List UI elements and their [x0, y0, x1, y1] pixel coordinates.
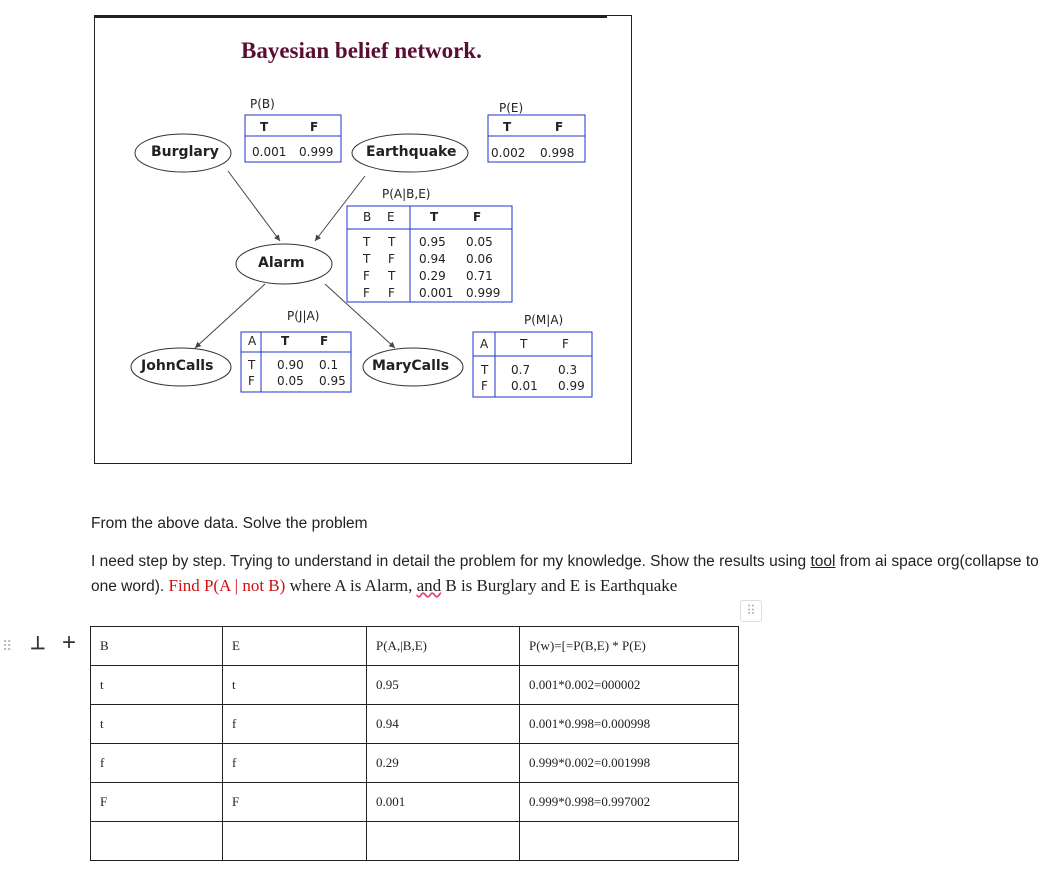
cpt-m-col-t: 0.7 0.01: [511, 363, 538, 393]
header-b[interactable]: B: [91, 627, 223, 666]
cpt-m-header-a: A: [480, 337, 489, 351]
cell-e[interactable]: [223, 822, 367, 861]
cpt-j-col-t: 0.90 0.05: [277, 358, 304, 388]
probability-table: [90, 626, 739, 861]
cell-p-w[interactable]: 0.001*0.002=000002: [520, 666, 739, 705]
figure-title: Bayesian belief network.: [241, 38, 482, 63]
cpt-e-value-t: 0.002: [491, 146, 526, 160]
cell-e[interactable]: f: [223, 705, 367, 744]
cell-p-a[interactable]: [367, 822, 520, 861]
cpt-e-header-f: F: [555, 120, 564, 134]
cpt-a-header-f: F: [473, 210, 482, 224]
table-row: [91, 666, 739, 705]
cell-p-w[interactable]: [520, 822, 739, 861]
cell-e[interactable]: t: [223, 666, 367, 705]
cpt-a-col-t: 0.95 0.94 0.29 0.001: [419, 235, 454, 300]
cpt-e-label: P(E): [499, 101, 524, 115]
problem-intro-text: From the above data. Solve the problem: [91, 515, 368, 532]
table-row: [91, 744, 739, 783]
table-row: [91, 783, 739, 822]
edge-burglary-alarm: [228, 171, 280, 241]
cpt-m-label: P(M|A): [524, 313, 564, 327]
cpt-b-label: P(B): [250, 97, 275, 111]
cell-p-a[interactable]: 0.94: [367, 705, 520, 744]
bayes-network-figure: [94, 15, 632, 464]
cpt-b-value-t: 0.001: [252, 145, 287, 159]
header-e[interactable]: E: [223, 627, 367, 666]
node-marycalls: MaryCalls: [372, 358, 450, 374]
cpt-b-header-t: T: [260, 120, 269, 134]
cpt-j-header-a: A: [248, 334, 257, 348]
cpt-b-header-f: F: [310, 120, 319, 134]
cpt-a-col-e: T F T F: [388, 235, 396, 300]
cpt-j-col-a: T F: [248, 358, 256, 388]
node-burglary: Burglary: [151, 144, 219, 160]
statement-part-1: I need step by step. Trying to understand in detail the problem for my knowledge. Show the results using: [91, 553, 811, 570]
cpt-a-label: P(A|B,E): [382, 187, 431, 201]
cell-b[interactable]: [91, 822, 223, 861]
table-row-empty: [91, 822, 739, 861]
cell-p-a[interactable]: 0.95: [367, 666, 520, 705]
cpt-e-header-t: T: [503, 120, 512, 134]
header-p-w[interactable]: P(w)=[=P(B,E) * P(E): [520, 627, 739, 666]
statement-part-4: B is Burglary and E is Earthquake: [441, 576, 678, 595]
cell-b[interactable]: t: [91, 705, 223, 744]
cell-e[interactable]: f: [223, 744, 367, 783]
statement-and-spellcheck: and: [416, 576, 442, 595]
cpt-j-header-f: F: [320, 334, 329, 348]
cell-p-w[interactable]: 0.999*0.998=0.997002: [520, 783, 739, 822]
block-drag-icon[interactable]: ⠿: [2, 638, 11, 654]
cpt-a-col-b: T T F F: [363, 235, 371, 300]
node-earthquake: Earthquake: [366, 144, 457, 160]
table-row: [91, 705, 739, 744]
cell-b[interactable]: f: [91, 744, 223, 783]
statement-find-query: Find P(A | not B): [168, 576, 286, 595]
cpt-b-value-f: 0.999: [299, 145, 334, 159]
cell-p-a[interactable]: 0.29: [367, 744, 520, 783]
add-block-icon[interactable]: +: [62, 629, 77, 656]
cell-e[interactable]: F: [223, 783, 367, 822]
problem-statement: [91, 550, 1041, 599]
cpt-j-header-t: T: [281, 334, 290, 348]
cell-b[interactable]: t: [91, 666, 223, 705]
node-johncalls: JohnCalls: [141, 358, 214, 374]
cpt-e-value-f: 0.998: [540, 146, 575, 160]
cell-p-a[interactable]: 0.001: [367, 783, 520, 822]
cpt-j-col-f: 0.1 0.95: [319, 358, 346, 388]
table-header-row: [91, 627, 739, 666]
cpt-a-header-b: B: [363, 210, 372, 224]
cell-p-w[interactable]: 0.999*0.002=0.001998: [520, 744, 739, 783]
cpt-m-header-f: F: [562, 337, 569, 351]
cpt-m-col-f: 0.3 0.99: [558, 363, 585, 393]
pin-icon[interactable]: ⊥: [30, 633, 46, 653]
statement-tool-link: tool: [810, 553, 836, 570]
cell-p-w[interactable]: 0.001*0.998=0.000998: [520, 705, 739, 744]
header-p-a-be[interactable]: P(A,|B,E): [367, 627, 520, 666]
statement-part-3: where A is Alarm,: [285, 576, 417, 595]
cpt-m-header-t: T: [520, 337, 528, 351]
table-drag-handle[interactable]: ⠿: [740, 600, 762, 622]
cpt-a-col-f: 0.05 0.06 0.71 0.999: [466, 235, 501, 300]
cpt-a-header-t: T: [430, 210, 439, 224]
statement-part-2: from ai space org(collapse to one word).: [91, 553, 1039, 595]
cell-b[interactable]: F: [91, 783, 223, 822]
cpt-j-label: P(J|A): [287, 309, 320, 323]
node-alarm: Alarm: [258, 255, 305, 271]
cpt-m-col-a: T F: [481, 363, 489, 393]
cpt-a-header-e: E: [387, 210, 395, 224]
